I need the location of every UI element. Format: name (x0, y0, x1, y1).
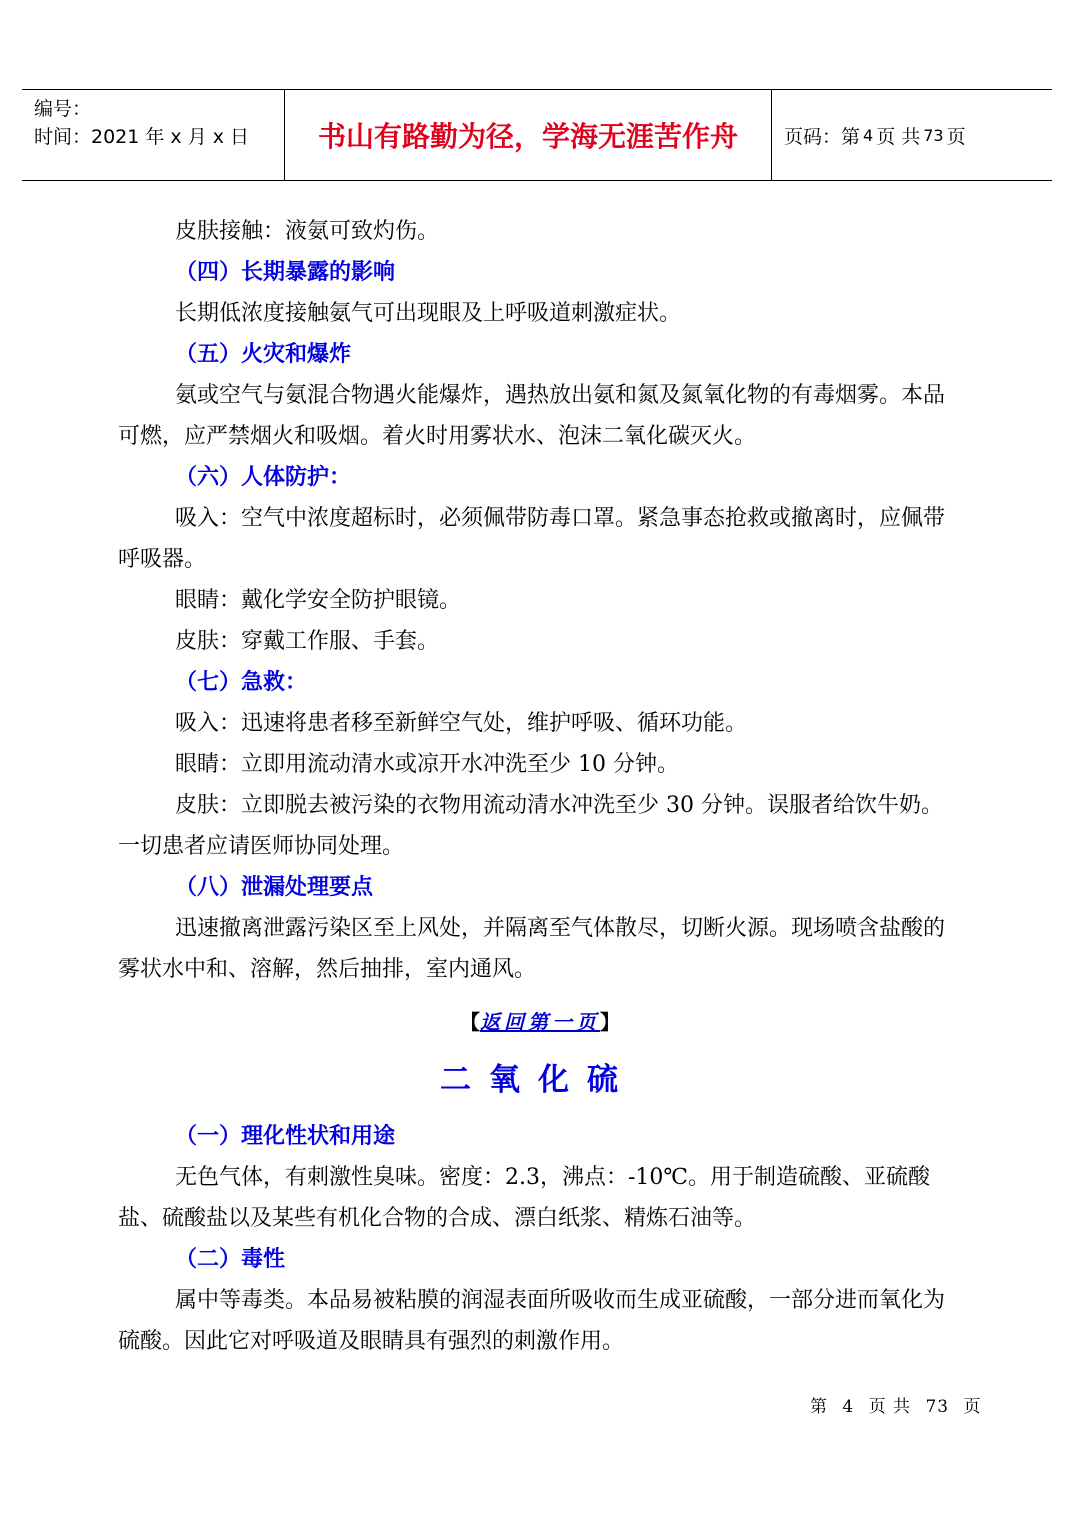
footer-mid: 页 共 (868, 1397, 912, 1417)
paragraph: 氨或空气与氨混合物遇火能爆炸，遇热放出氨和氮及氮氧化物的有毒烟雾。本品可燃，应严禁烟火和吸烟。着火时用雾状水、泡沫二氧化碳灭火。 (118, 383, 946, 449)
footer-prefix: 第 (810, 1397, 828, 1417)
header-motto-cell (285, 90, 772, 180)
header-page-suffix: 页 (946, 125, 966, 148)
paragraph: 无色气体，有刺激性臭味。密度：2.3，沸点：-10℃。用于制造硫酸、亚硫酸盐、硫酸盐以及某些有机化合物的合成、漂白纸浆、精炼石油等。 (118, 1165, 931, 1231)
back-to-first-page-link[interactable]: 返回第一页 (480, 1010, 600, 1034)
paragraph: 长期低浓度接触氨气可出现眼及上呼吸道刺激症状。 (175, 301, 682, 326)
header-page-number: 4 (863, 125, 874, 145)
paragraph: 眼睛：立即用流动清水或凉开水冲洗至少 10 分钟。 (175, 752, 679, 777)
document-body (118, 211, 958, 1362)
paragraph: 吸入：空气中浓度超标时，必须佩带防毒口罩。紧急事态抢救或撤离时，应佩带呼吸器。 (118, 506, 946, 572)
paragraph: 吸入：迅速将患者移至新鲜空气处，维护呼吸、循环功能。 (175, 711, 748, 736)
section-heading: （八）泄漏处理要点 (175, 875, 374, 900)
section-heading: （一）理化性状和用途 (175, 1124, 396, 1149)
paragraph: 皮肤接触：液氨可致灼伤。 (175, 219, 440, 244)
paragraph: 皮肤：穿戴工作服、手套。 (175, 629, 440, 654)
footer-page-total: 73 (925, 1397, 950, 1417)
document-code-label: 编号： (34, 98, 92, 120)
bracket-close: 】 (600, 1010, 620, 1034)
footer-page-number: 4 (842, 1397, 855, 1417)
section-heading: （六）人体防护： (175, 465, 352, 490)
section-heading: （四）长期暴露的影响 (175, 260, 396, 285)
header-page-prefix: 页码：第 (784, 125, 861, 148)
paragraph: 眼睛：戴化学安全防护眼镜。 (175, 588, 462, 613)
document-date: 时间：2021 年 x 月 x 日 (34, 126, 250, 148)
page-header (22, 89, 1052, 181)
header-page-mid: 页 共 (876, 125, 921, 148)
paragraph: 迅速撤离泄露污染区至上风处，并隔离至气体散尽，切断火源。现场喷含盐酸的雾状水中和、溶解，然后抽排，室内通风。 (118, 916, 946, 982)
header-motto: 书山有路勤为径，学海无涯苦作舟 (317, 120, 738, 153)
header-page-cell (772, 90, 1052, 180)
paragraph: 属中等毒类。本品易被粘膜的润湿表面所吸收而生成亚硫酸，一部分进而氧化为硫酸。因此它对呼吸道及眼睛具有强烈的刺激作用。 (118, 1288, 946, 1354)
section-heading: （七）急救： (175, 670, 308, 695)
footer-suffix: 页 (963, 1397, 982, 1417)
section-heading: （五）火灾和爆炸 (175, 342, 352, 367)
paragraph: 皮肤：立即脱去被污染的衣物用流动清水冲洗至少 30 分钟。误服者给饮牛奶。一切患者应请医师协同处理。 (118, 793, 943, 859)
section-heading: （二）毒性 (175, 1247, 286, 1272)
header-info-cell (22, 90, 285, 180)
page-footer (806, 1392, 986, 1417)
header-page-total: 73 (923, 125, 944, 145)
bracket-open: 【 (460, 1010, 480, 1034)
back-to-first-page (118, 1000, 958, 1044)
chapter-title: 二氧化硫 (440, 1062, 636, 1098)
